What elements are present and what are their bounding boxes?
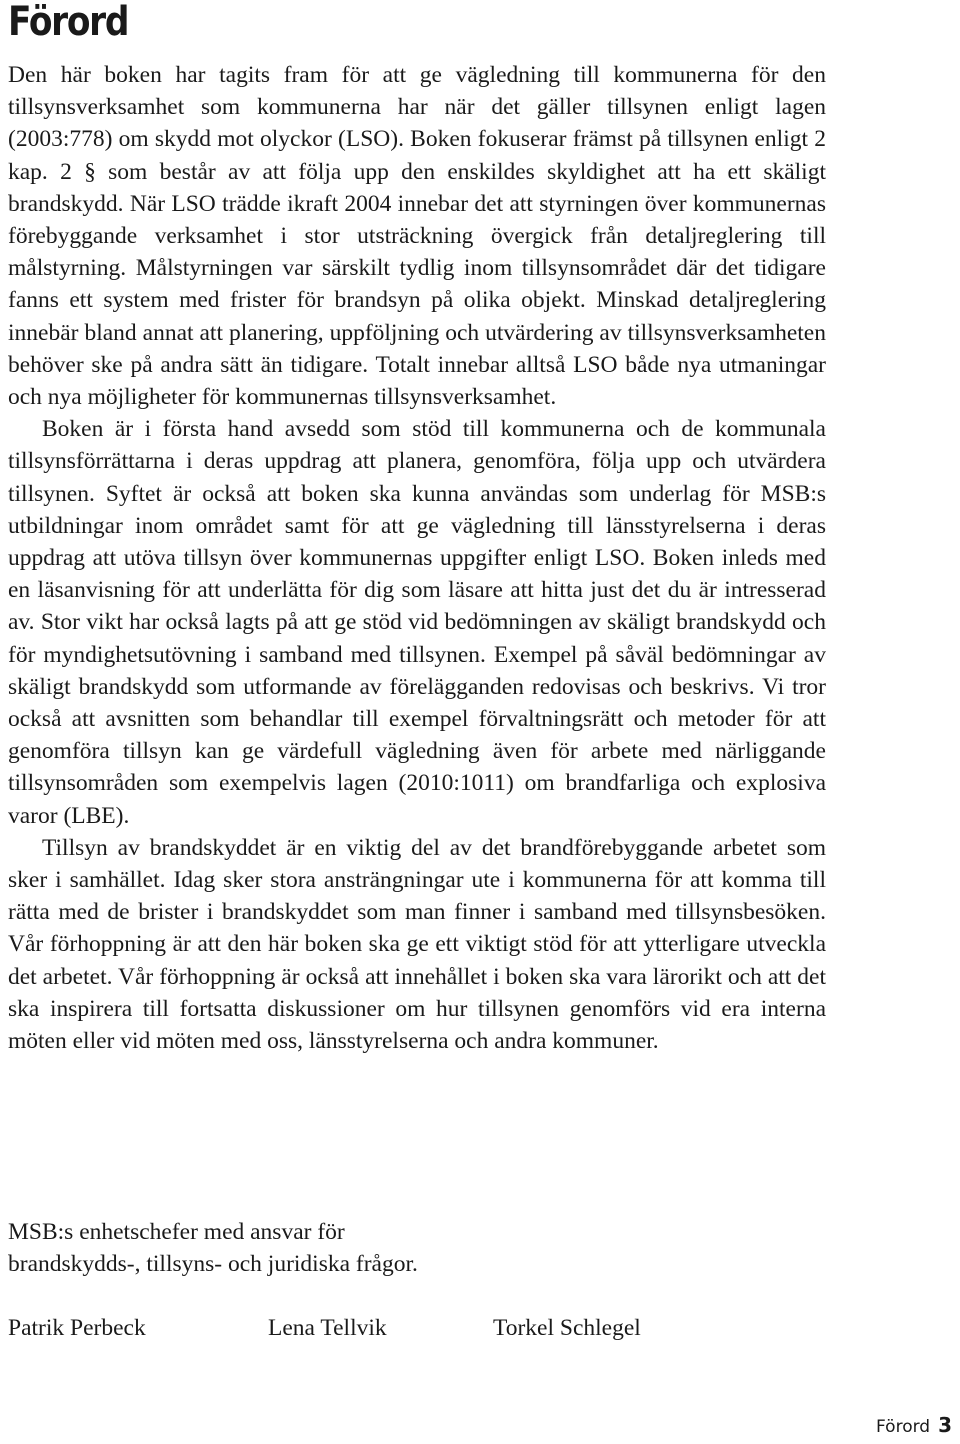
paragraph-3: Tillsyn av brandskyddet är en viktig del av det brandförebyggande arbetet som sker i samhället. Idag sker stora ansträngningar ute i kommunerna för att komma till rätta med de brister i brandskyddet som man finner i samband med tillsynsbesöken. Vår förhoppning är att den här boken ska ge ett viktigt stöd för att ytterligare utveckla det arbetet. Vår förhoppning är också att innehållet i boken ska vara lärorikt och att det ska inspirera till fortsatta diskussioner om hur tillsynen genomförs vid era interna möten eller vid möten med oss, länsstyrelserna och andra kommuner. <box>8 834 826 1055</box>
page-footer <box>876 1413 952 1439</box>
signature-intro-line-2: brandskydds-, tillsyns- och juridiska frågor. <box>8 1251 418 1278</box>
paragraph-1: Den här boken har tagits fram för att ge vägledning till kommunerna för den tillsynsverksamhet som kommunerna har när det gäller tillsynen enligt lagen (2003:778) om skydd mot olyckor (LSO). Boken fokuserar främst på tillsynen enligt 2 kap. 2 § som består av att följa upp den enskildes skyldighet att ha ett skäligt brandskydd. När LSO trädde ikraft 2004 innebar det att styrningen över kommunernas förebyggande verksamhet i stor utsträckning övergick från detaljreglering till målstyrning. Målstyrningen var särskilt tydlig inom tillsynsområdet där det tidigare fanns ett system med frister för brandsyn på olika objekt. Minskad detaljreglering innebär bland annat att planering, uppföljning och utvärdering av tillsynsverksamheten behöver ske på andra sätt än tidigare. Totalt innebar alltså LSO både nya utmaningar och nya möjligheter för kommunernas tillsynsverksamhet. <box>8 62 826 411</box>
body-text <box>8 59 826 1057</box>
paragraph-2: Boken är i första hand avsedd som stöd till kommunerna och de kommunala tillsynsförrättarna i deras uppdrag att planera, genomföra, följa upp och utvärdera tillsynen. Syftet är också att boken ska kunna användas som underlag för MSB:s utbildningar inom området samt för att ge vägledning till länsstyrelserna i deras uppdrag att utöva tillsyn över kommunernas uppgifter enligt LSO. Boken inleds med en läsanvisning för att underlätta för dig som läsare att hitta just det du är intresserad av. Stor vikt har också lagts på att ge stöd vid bedömningen av skäligt brandskydd och för myndighetsutövning i samband med tillsynen. Exempel på såväl bedömningar av skäligt brandskydd som utformande av förelägganden redovisas och beskrivs. Vi tror också att avsnitten som behandlar till exempel förvaltningsrätt och metoder för att genomföra tillsyn kan ge värdefull vägledning även för arbete med närliggande tillsynsområden som exempelvis lagen (2010:1011) om brandfarliga och explosiva varor (LBE). <box>8 416 826 829</box>
footer-section-label: Förord <box>876 1417 931 1437</box>
signer-name: Lena Tellvik <box>268 1315 387 1341</box>
page-number: 3 <box>938 1413 952 1437</box>
signer-name: Torkel Schlegel <box>493 1315 641 1341</box>
signer-name: Patrik Perbeck <box>8 1315 146 1341</box>
signature-intro-line-1: MSB:s enhetschefer med ansvar för <box>8 1219 345 1245</box>
signature-intro <box>8 1216 418 1280</box>
page-title: Förord <box>8 0 129 45</box>
